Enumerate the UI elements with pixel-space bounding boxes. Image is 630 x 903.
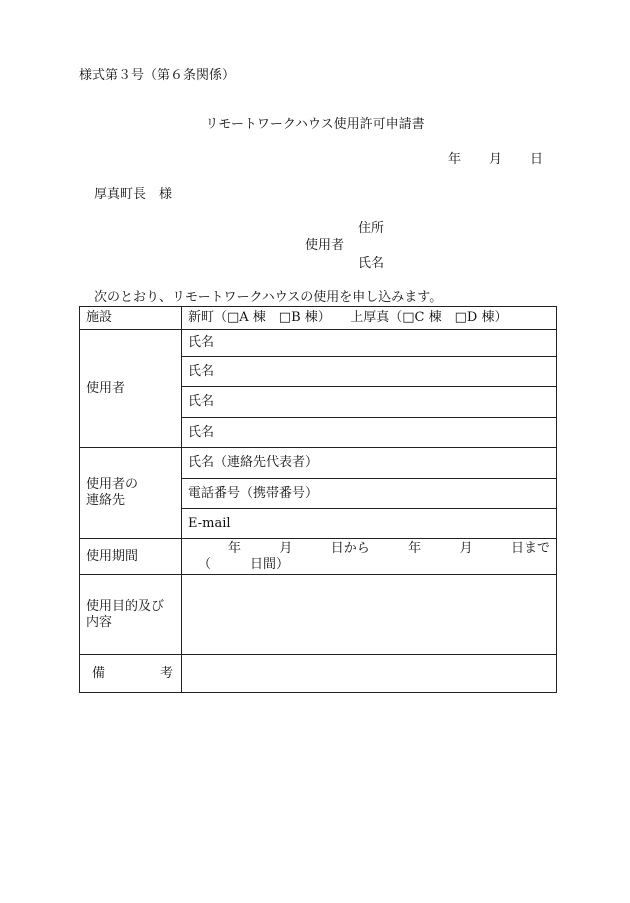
period-start-year: 年 [228,540,242,556]
purpose-label-line2: 内容 [86,614,113,630]
user-name-field-2[interactable]: 氏名 [182,357,557,387]
contact-representative-field[interactable]: 氏名（連絡先代表者） [182,448,557,479]
applicant-label: 使用者 [305,238,345,253]
contact-phone-field[interactable]: 電話番号（携帯番号） [182,479,557,509]
applicant-name-label: 氏名 [358,256,385,271]
user-name-field-3[interactable]: 氏名 [182,387,557,418]
period-end-month: 月 [459,540,473,556]
date-month: 月 [489,152,503,167]
purpose-field[interactable] [182,575,557,655]
facility-row [80,307,557,330]
period-field[interactable] [182,539,557,575]
users-label: 使用者 [80,330,182,448]
document-title: リモートワークハウス使用許可申請書 [205,117,425,132]
period-end-day: 日まで [510,540,550,556]
date-line [448,152,543,168]
facility-value[interactable]: 新町（□A 棟 □B 棟） 上厚真（□C 棟 □D 棟） [182,307,557,330]
facility-label: 施設 [80,307,182,330]
form-number: 様式第３号（第６条関係） [79,68,236,83]
remarks-field[interactable] [182,655,557,693]
remarks-label [80,655,182,693]
period-dates [188,541,550,557]
contact-email-field[interactable]: E-mail [182,509,557,539]
purpose-row [80,575,557,655]
addressee: 厚真町長 様 [94,187,173,202]
date-day: 日 [530,152,544,167]
contact-label-line1: 使用者の [86,477,139,492]
contact-label [80,448,182,539]
application-table [79,306,557,693]
period-start-month: 月 [279,540,293,556]
user-name-field-1[interactable]: 氏名 [182,330,557,357]
contact-label-line2: 連絡先 [86,493,126,508]
contact-row [80,448,557,479]
purpose-label-line1: 使用目的及び [86,598,165,614]
remarks-label-text [92,666,173,682]
remarks-label-left: 備 [92,665,106,681]
applicant-address-label: 住所 [358,221,385,236]
user-row [80,330,557,357]
period-row [80,539,557,575]
date-year: 年 [448,152,462,167]
remarks-row [80,655,557,693]
user-name-field-4[interactable]: 氏名 [182,418,557,448]
purpose-label [80,575,182,655]
intro-text: 次のとおり、リモートワークハウスの使用を申し込みます。 [94,290,443,305]
period-end-year: 年 [408,540,422,556]
period-start-day: 日から [330,540,370,556]
period-days: （ 日間） [198,556,290,572]
remarks-label-right: 考 [159,665,173,681]
period-label: 使用期間 [80,539,182,575]
